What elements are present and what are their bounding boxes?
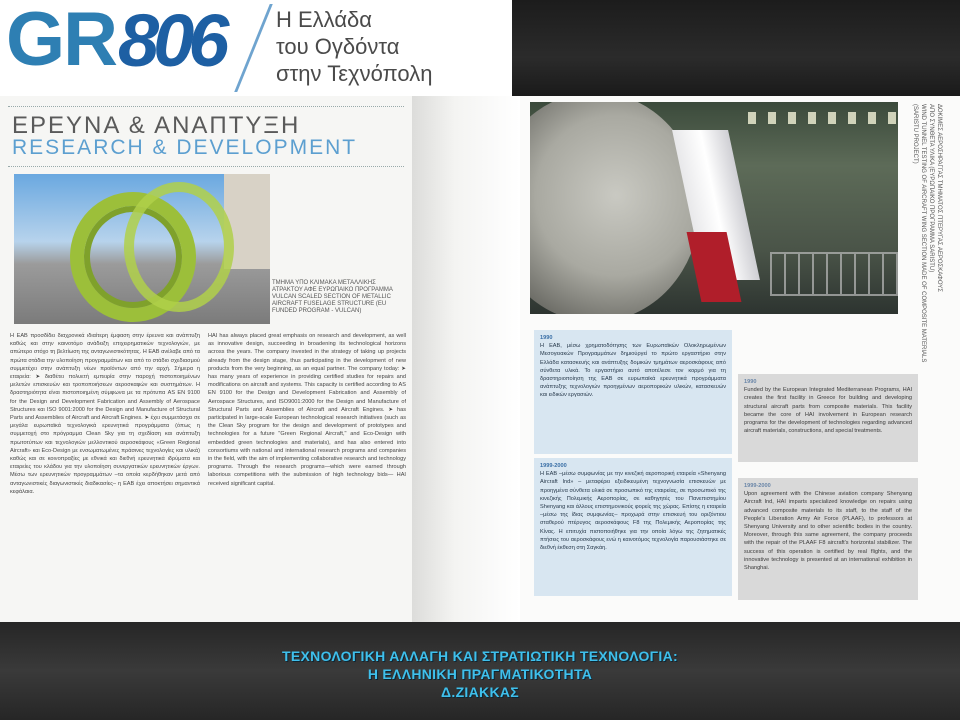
logo-letters: GR <box>6 0 116 82</box>
page-title-greek: ΕΡΕΥΝΑ & ΑΝΑΠΤΥΞΗ <box>12 112 301 139</box>
fuselage-ring-back <box>124 182 234 312</box>
dotted-rule <box>8 106 404 107</box>
footer-author: Δ.ΖΙΑΚΚΑΣ <box>441 684 519 700</box>
ceiling-lights <box>748 112 898 124</box>
footer-title-line1: ΤΕΧΝΟΛΟΓΙΚΗ ΑΛΛΑΓΗ ΚΑΙ ΣΤΡΑΤΙΩΤΙΚΗ ΤΕΧΝΟΛΟΓΙΑ: <box>282 648 678 664</box>
page-title-english: RESEARCH & DEVELOPMENT <box>12 136 358 159</box>
timeline-text: Η ΕΑΒ, μέσω χρηματοδότησης των Ευρωπαϊκών Ολοκληρωμένων Μεσογειακών Προγραμμάτων δημιούργεί το πρώτο εργαστήριο στην Ελλάδα κατασκευής και ανάπτυξης δομικών τμημάτων αεροσκάφους από σύνθετα υλικά. Το εργαστήριο αυτό αποτέλεσε τον κορμό για τη δραστηριοποίηση της ΕΑΒ σε ευρωπαϊκά ερευνητικά προγράμματα ανάπτυξης τεχνολογιών προηγμένων αεροπορικών υλικών, κατασκευών και ειδικών εργασιών. <box>540 343 726 399</box>
tagline-line: στην Τεχνόπολη <box>276 61 433 86</box>
timeline-box-english-1990 <box>738 374 918 462</box>
vertical-caption-line: ΔΟΚΙΜΕΣ ΑΕΡΟΣΗΡΑΓΓΑΣ ΤΜΗΜΑΤΟΣ ΠΤΕΡΥΓΑΣ ΑΕΡΟΣΚΑΦΟΥΣ <box>936 104 942 293</box>
timeline-year: 1999-2000 <box>540 463 567 469</box>
vertical-caption-line: WIND TUNNEL TESTING OF AIRCRAFT WING SECTION MADE OF COMPOSITE MATERIALS <box>920 104 926 363</box>
timeline-text: Upon agreement with the Chinese aviation company Shenyang Aircraft Ind, HAI imparts specialized knowledge on repairs using advanced composite materials to its staff, to the staff of the People's Liberation Army Air Force (PLAAF), to professors at Shenyang University and to other scientific bodies in the country. Moreover, through this same agreement, the company proceeds with the repair of the PLAAF F8 aircraft's horizontal stabilizer. The success of this operation is certified by real flights, and the innovative technology is presented at an international exhibition in Shanghai. <box>744 491 912 572</box>
timeline-box-english-1999 <box>738 478 918 600</box>
footer-title-line2: Η ΕΛΛΗΝΙΚΗ ΠΡΑΓΜΑΤΙΚΟΤΗΤΑ <box>367 666 593 682</box>
wind-tunnel-photo <box>530 102 898 314</box>
logo-tagline <box>276 6 432 87</box>
tagline-line: του Ογδόντα <box>276 34 400 59</box>
photo-caption: ΤΜΗΜΑ ΥΠΟ ΚΛΙΜΑΚΑ ΜΕΤΑΛΛΙΚΗΣ ΑΤΡΑΚΤΟΥ ΑΦΕ ΕΥΡΩΠΑΙΚΟ ΠΡΟΓΡΑΜΜΑ VULCAN SCALED SECTION OF METALLIC AIRCRAFT FUSELAGE STRUCTURE (EU FUNDED PROGRAM - VULCAN) <box>272 280 393 314</box>
railing <box>770 252 898 296</box>
gr806-logo <box>0 0 512 96</box>
vertical-caption-line: ΑΠΟ ΣΥΝΘΕΤΑ ΥΛΙΚΑ (ΕΥΡΩΠΑΙΚΟ ΠΡΟΓΡΑΜΜΑ SARISTU) <box>928 104 934 273</box>
timeline-year: 1999-2000 <box>744 483 771 489</box>
fuselage-section-photo <box>14 174 270 324</box>
vertical-caption <box>880 104 944 363</box>
english-text-column: HAI has always placed great emphasis on research and development, as well as innovative design, succeeding in broadening its technological horizons across the years. The company invested in the strategy of taking up projects already from the design stage, thus participating in the development of new products from the very beginning, as an equal partner. The company today: ➤ has many years of experience in providing certified studies for repairs and modifications on aircraft and systems. This capacity is certified according to AS EN 9100 for the Design and Development Fabrication and Assembly of Aerospace Structures, and ISO9001:2000 for the Design and Manufacture of Structural Parts and Assemblies of Aircraft and Aircraft Engines. ➤ has participated in large-scale European technological research initiatives (such as the Clean Sky program for the design and development of prototypes and technologies for a future "Green Regional Aircraft," and Eco-Design with embedded green technologies and materials), and has also entered into consortiums with national and international research programs and companies in the field, with the aim of implementing collaborative research and technology programs. Through the research programs—which were earned through laborious competitions with the submission of high technology bids— HAI received significant capital. <box>208 333 406 487</box>
timeline-year: 1990 <box>540 335 553 341</box>
logo-divider <box>234 4 273 92</box>
page-spine <box>412 96 520 622</box>
timeline-box-greek-1999 <box>534 458 732 596</box>
timeline-text: Η ΕΑΒ –μέσω συμφωνίας με την κινεζική αεροπορική εταιρεία «Shenyang Aircraft Ind» – μεταφέρει εξειδικευμένη τεχνογνωσία επισκευών με προηγμένα σύνθετα υλικά σε προσωπικό της εταιρείας, σε προσωπικό της κινεζικής Πολεμικής Αεροπορίας, σε καθηγητές του Πανεπιστημίου Shenyang και άλλους επιστημονικούς φορείς της χώρας. Επίσης η εταιρεία –μέσω της ίδιας συμφωνίας– προχωρά στην επισκευή του οριζόντιου σταθερού πτέρυγος αεροσκάφους F8 της Πολεμικής Αεροπορίας της Κίνας. Η επιτυχία πιστοποιήθηκε για την οποία λόγω της ζητηματικές πτήσεις του αεροσκάφους ενώ η καινοτόμος τεχνολογία παρουσιάστηκε σε διεθνή έκθεση στη Σαγκάη. <box>540 471 726 552</box>
logo-number: 806 <box>118 0 224 82</box>
greek-text-column: Η ΕΑΒ προσδίδει διαχρονικά ιδιαίτερη έμφαση στην έρευνα και ανάπτυξη καθώς και στην καινοτόμο ανάδειξη επιχειρηματικών τεχνολογιών, με απώτερο στόχο τη βελτίωση της ανταγωνιστικότητας. Η ΕΑΒ ανέλαβε από τα πρώτα στάδια την υλοποίηση προγραμμάτων και από το στάδιο σχεδιασμού συμμετέχει στην ανάπτυξη νέων προϊόντων από την αρχή. Σήμερα η εταιρεία: ➤ διαθέτει πολυετή εμπειρία στην παροχή πιστοποιημένων μελετών επισκευών και τροποποιήσεων αεροσκαφών και συστημάτων. Η δραστηριότητα είναι πιστοποιημένη σύμφωνα με τα πρότυπα AS EN 9100 for the Design and Development Fabrication and Assembly of Aerospace Structures και ISO 9001:2000 for the Design and Manufacture of Structural Parts and Assemblies of Aircraft and Aircraft Engines. ➤ έχει συμμετάσχει σε μεγάλα ευρωπαϊκά τεχνολογικά ερευνητικά προγράμματα (όπως η συμμετοχή στο πρόγραμμα Clean Sky για τη σχεδίαση και ανάπτυξη πρωτοτύπων και τεχνολογιών μελλοντικού αεροσκάφους «Green Regional Aircraft» και Eco-Design με ενσωματωμένες πράσινες τεχνολογίες και υλικά) καθώς και σε κοινοπραξίες με εθνικά και διεθνή ερευνητικά ιδρύματα και εταιρείες του κλάδου για την υλοποίηση συνεργατικών ερευνητικών έργων. Μέσω των ερευνητικών προγραμμάτων –τα οποία κερδήθηκαν μετά από ανταγωνιστικές διαγωνιστικές διαδικασίες– η ΕΑΒ έχει αποκτήσει σημαντικά κεφάλαια. <box>10 333 200 495</box>
timeline-box-greek-1990 <box>534 330 732 454</box>
tagline-line: Η Ελλάδα <box>276 7 373 32</box>
left-page <box>0 96 412 622</box>
vertical-caption-line: (SARISTU PROJECT) <box>912 104 918 164</box>
timeline-text: Funded by the European Integrated Mediterranean Programs, HAI creates the first facility in Greece for building and developing structural aircraft parts from composite materials. This facility became the core of HAI involvement in European research programs for the development of technologies regarding advanced aircraft materials, constructions, and special treatments. <box>744 387 912 435</box>
dotted-rule <box>8 166 404 167</box>
timeline-year: 1990 <box>744 379 757 385</box>
